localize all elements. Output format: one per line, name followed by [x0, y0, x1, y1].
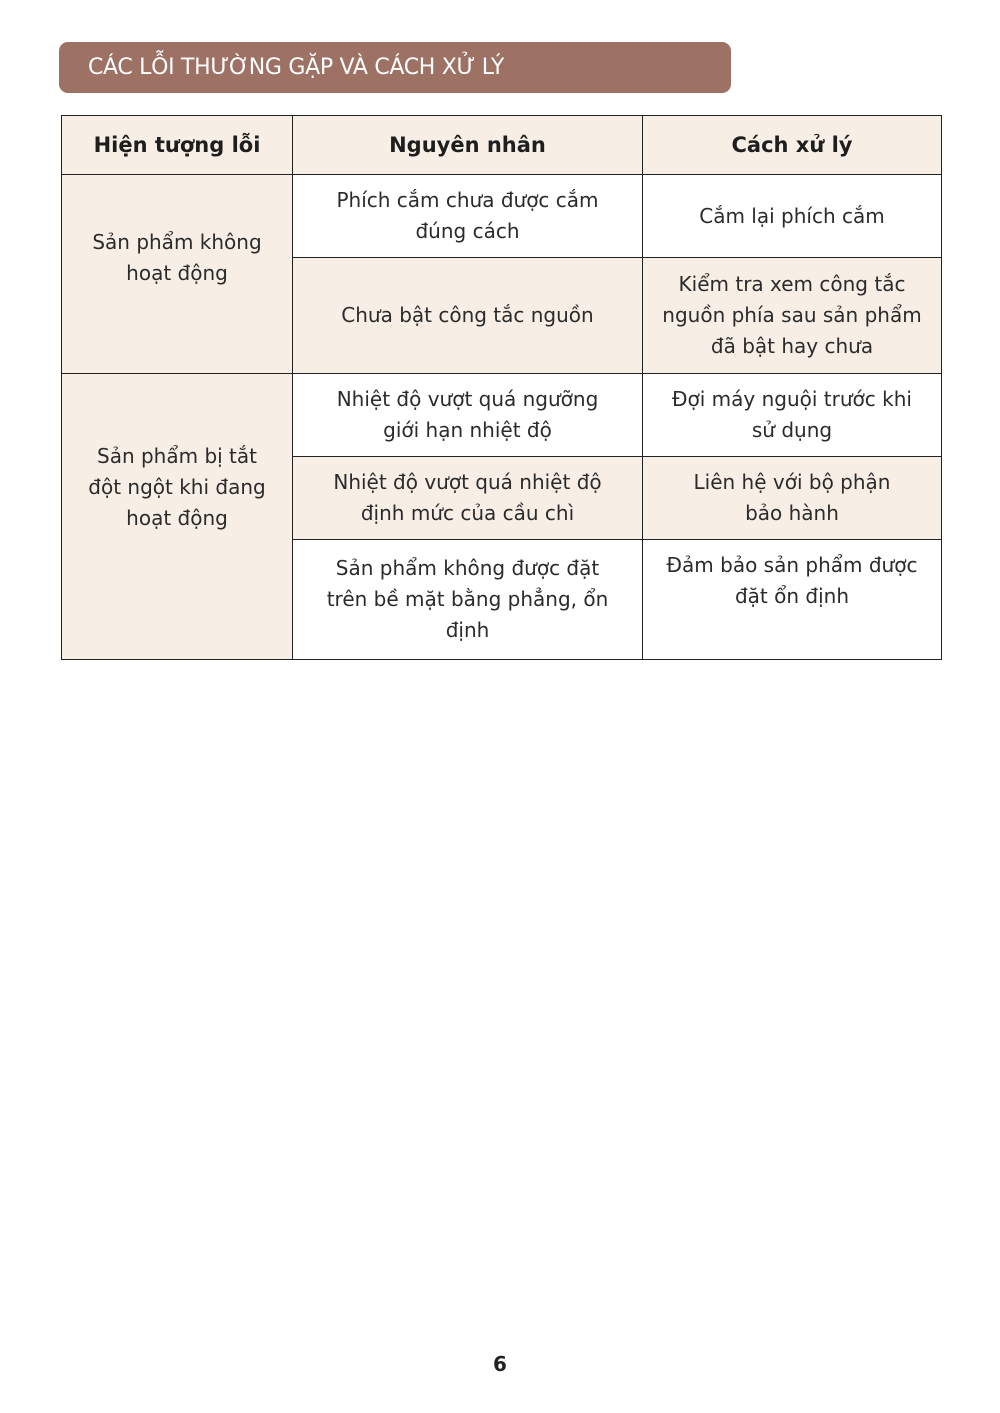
table-row [62, 374, 942, 457]
solution-cell: Kiểm tra xem công tắc nguồn phía sau sản phẩm đã bật hay chưa [643, 258, 942, 374]
solution-cell: Liên hệ với bộ phận bảo hành [643, 457, 942, 540]
solution-text: Đảm bảo sản phẩm được đặt ổn định [666, 553, 918, 608]
troubleshooting-table [61, 115, 942, 660]
solution-cell: Đợi máy nguội trước khi sử dụng [643, 374, 942, 457]
symptom-cell [62, 374, 293, 660]
cause-cell: Nhiệt độ vượt quá nhiệt độ định mức của cầu chì [293, 457, 643, 540]
solution-cell [643, 540, 942, 660]
cause-cell: Chưa bật công tắc nguồn [293, 258, 643, 374]
cause-cell: Phích cắm chưa được cắm đúng cách [293, 175, 643, 258]
cause-cell: Nhiệt độ vượt quá ngưỡng giới hạn nhiệt độ [293, 374, 643, 457]
header-symptom: Hiện tượng lỗi [62, 116, 293, 175]
cause-cell: Sản phẩm không được đặt trên bề mặt bằng phẳng, ổn định [293, 540, 643, 660]
section-title: CÁC LỖI THƯỜNG GẶP VÀ CÁCH XỬ LÝ [88, 55, 504, 80]
section-title-banner [59, 42, 731, 93]
header-cause: Nguyên nhân [293, 116, 643, 175]
table-row [62, 175, 942, 258]
header-solution: Cách xử lý [643, 116, 942, 175]
symptom-text: Sản phẩm không hoạt động [92, 230, 262, 285]
solution-cell: Cắm lại phích cắm [643, 175, 942, 258]
symptom-cell [62, 175, 293, 374]
table-header-row [62, 116, 942, 175]
symptom-text: Sản phẩm bị tắt đột ngột khi đang hoạt động [88, 444, 266, 530]
page-number: 6 [493, 1352, 507, 1376]
